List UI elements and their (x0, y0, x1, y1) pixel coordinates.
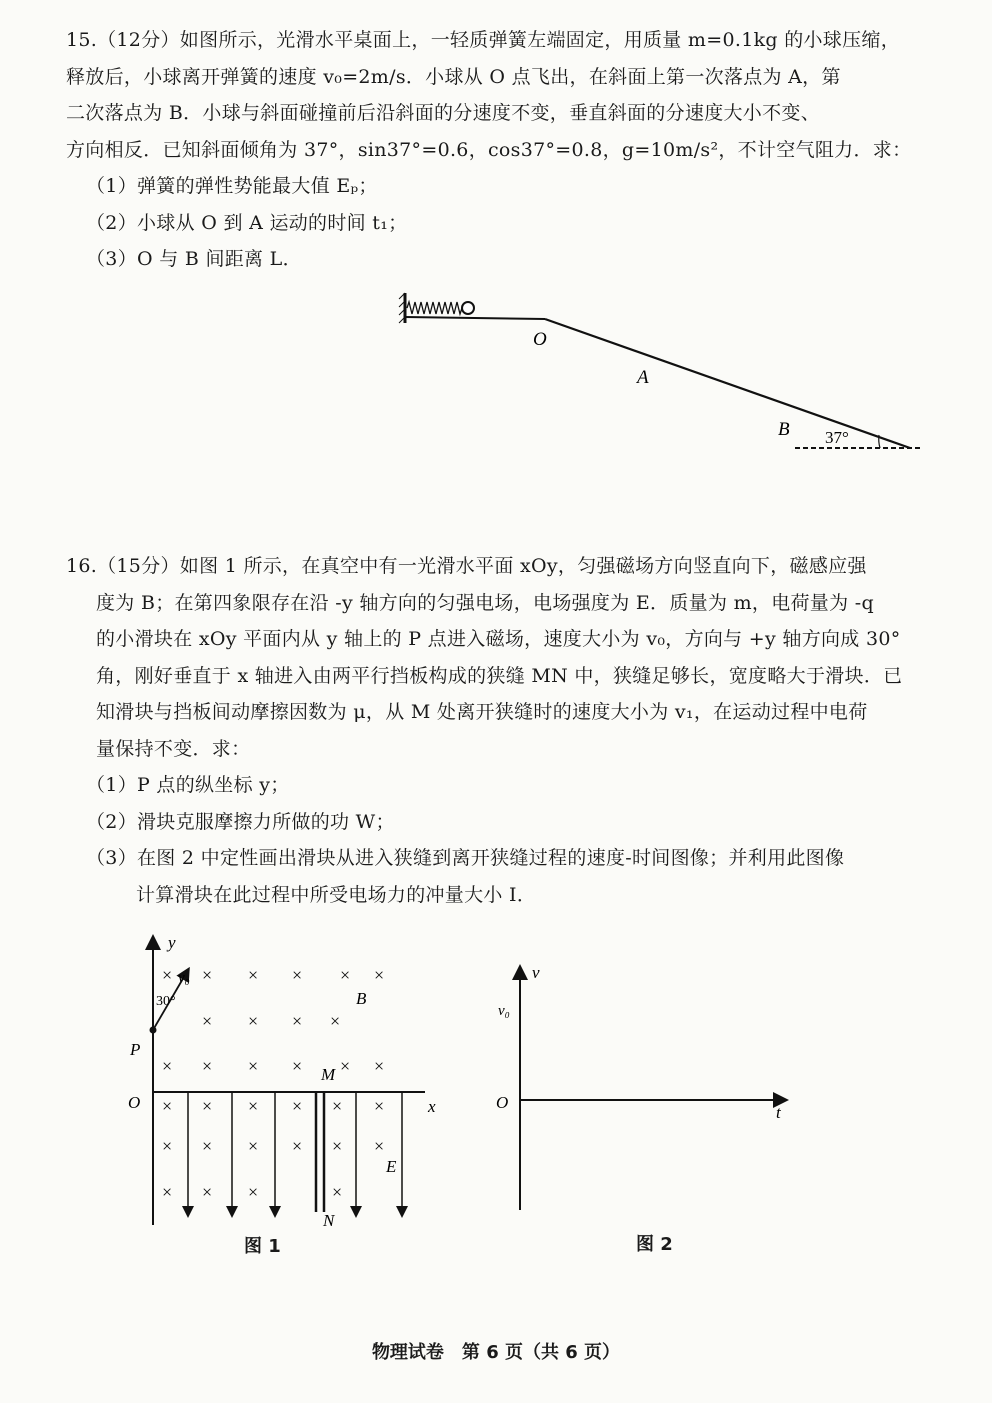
svg-text:×: × (374, 965, 385, 985)
svg-text:×: × (202, 965, 213, 985)
svg-text:×: × (202, 1056, 213, 1076)
q15-line-3: 二次落点为 B．小球与斜面碰撞前后沿斜面的分速度不变，垂直斜面的分速度大小不变、 (66, 102, 821, 124)
label-O: O (533, 329, 547, 350)
svg-text:×: × (332, 1096, 343, 1116)
ball (462, 302, 474, 314)
svg-text:×: × (248, 1011, 259, 1031)
label-E-field: E (386, 1157, 397, 1176)
origin-label-fig2: O (496, 1093, 509, 1112)
svg-text:×: × (292, 1136, 303, 1156)
svg-text:×: × (248, 965, 259, 985)
svg-text:×: × (202, 1011, 213, 1031)
svg-text:×: × (374, 1136, 385, 1156)
label-angle: 37° (825, 428, 849, 447)
q16-line-1: 16.（15分）如图 1 所示，在真空中有一光滑水平面 xOy，匀强磁场方向竖直向下，磁感应强 (66, 555, 867, 577)
svg-text:×: × (248, 1136, 259, 1156)
svg-text:×: × (202, 1136, 213, 1156)
svg-text:×: × (202, 1182, 213, 1202)
svg-text:×: × (202, 1096, 213, 1116)
label-v0: v₀ (178, 970, 190, 986)
svg-text:×: × (340, 1056, 351, 1076)
label-M: M (321, 1065, 336, 1084)
label-B-field: B (356, 989, 367, 1008)
q15-line-2: 释放后，小球离开弹簧的速度 v₀=2m/s．小球从 O 点飞出，在斜面上第一次落点为 A，第 (66, 65, 841, 88)
x-axis-label: x (428, 1097, 436, 1116)
t-axis-label: t (776, 1103, 781, 1122)
q15-sub-2: （2）小球从 O 到 A 运动的时间 t₁； (86, 211, 408, 234)
label-30deg: 30° (156, 994, 176, 1009)
page-footer: 物理试卷 第 6 页（共 6 页） (371, 1342, 621, 1363)
q16-line-4: 角，刚好垂直于 x 轴进入由两平行挡板构成的狭缝 MN 中，狭缝足够长，宽度略大于滑块．已 (96, 664, 903, 687)
q16-line-5: 知滑块与挡板间动摩擦因数为 μ，从 M 处离开狭缝时的速度大小为 v₁，在运动过程中电荷 (96, 701, 868, 723)
svg-text:×: × (374, 1056, 385, 1076)
q15-line-4: 方向相反．已知斜面倾角为 37°，sin37°=0.6，cos37°=0.8，g=10m/s²，不计空气阻力．求： (66, 138, 912, 161)
svg-text:×: × (292, 1011, 303, 1031)
svg-text:×: × (332, 1182, 343, 1202)
svg-text:×: × (332, 1136, 343, 1156)
svg-text:×: × (292, 1096, 303, 1116)
label-B: B (778, 419, 790, 440)
v-axis-label: v (532, 963, 540, 982)
q16-sub-2: （2）滑块克服摩擦力所做的功 W； (86, 810, 395, 833)
figure-1-caption: 图 1 (244, 1236, 281, 1257)
q16-figure-1 (120, 930, 450, 1230)
svg-text:×: × (248, 1056, 259, 1076)
svg-text:×: × (162, 965, 173, 985)
svg-text:×: × (248, 1096, 259, 1116)
q16-line-3: 的小滑块在 xOy 平面内从 y 轴上的 P 点进入磁场，速度大小为 v₀，方向与 +y 轴方向成 30° (96, 628, 901, 650)
svg-text:×: × (374, 1096, 385, 1116)
svg-text:×: × (248, 1182, 259, 1202)
label-P: P (130, 1040, 141, 1059)
origin-label: O (128, 1093, 141, 1112)
figure-2-caption: 图 2 (636, 1234, 673, 1255)
svg-text:×: × (292, 1056, 303, 1076)
incline (545, 319, 910, 448)
svg-text:×: × (330, 1011, 341, 1031)
y-axis-label: y (168, 933, 176, 952)
q16-sub-3: （3）在图 2 中定性画出滑块从进入狭缝到离开狭缝过程的速度-时间图像；并利用此图像 (86, 847, 845, 869)
q16-line-6: 量保持不变．求： (96, 737, 251, 760)
question-16 (66, 548, 946, 913)
q15-sub-1: （1）弹簧的弹性势能最大值 Eₚ； (86, 175, 378, 197)
q16-sub-3-cont: 计算滑块在此过程中所受电场力的冲量大小 I． (136, 883, 537, 906)
q16-sub-1: （1）P 点的纵坐标 y； (86, 774, 290, 796)
svg-text:×: × (162, 1136, 173, 1156)
label-A: A (637, 367, 649, 388)
magnetic-field-crosses (162, 965, 384, 1202)
svg-text:×: × (340, 965, 351, 985)
table-surface (405, 317, 545, 319)
v0-tick-label: v₀ (498, 1003, 510, 1019)
svg-text:×: × (292, 965, 303, 985)
svg-text:×: × (162, 1056, 173, 1076)
question-15 (66, 22, 946, 278)
svg-text:×: × (162, 1182, 173, 1202)
spring (407, 302, 462, 314)
label-N: N (323, 1211, 335, 1230)
svg-text:×: × (162, 1096, 173, 1116)
q16-line-2: 度为 B；在第四象限存在沿 -y 轴方向的匀强电场，电场强度为 E．质量为 m，电荷量为 -q (96, 591, 874, 614)
q15-figure (395, 285, 930, 460)
q15-line-1: 15.（12分）如图所示，光滑水平桌面上，一轻质弹簧左端固定，用质量 m=0.1kg 的小球压缩， (66, 29, 901, 51)
q15-sub-3: （3）O 与 B 间距离 L． (86, 248, 302, 270)
q16-figure-2 (490, 960, 800, 1220)
